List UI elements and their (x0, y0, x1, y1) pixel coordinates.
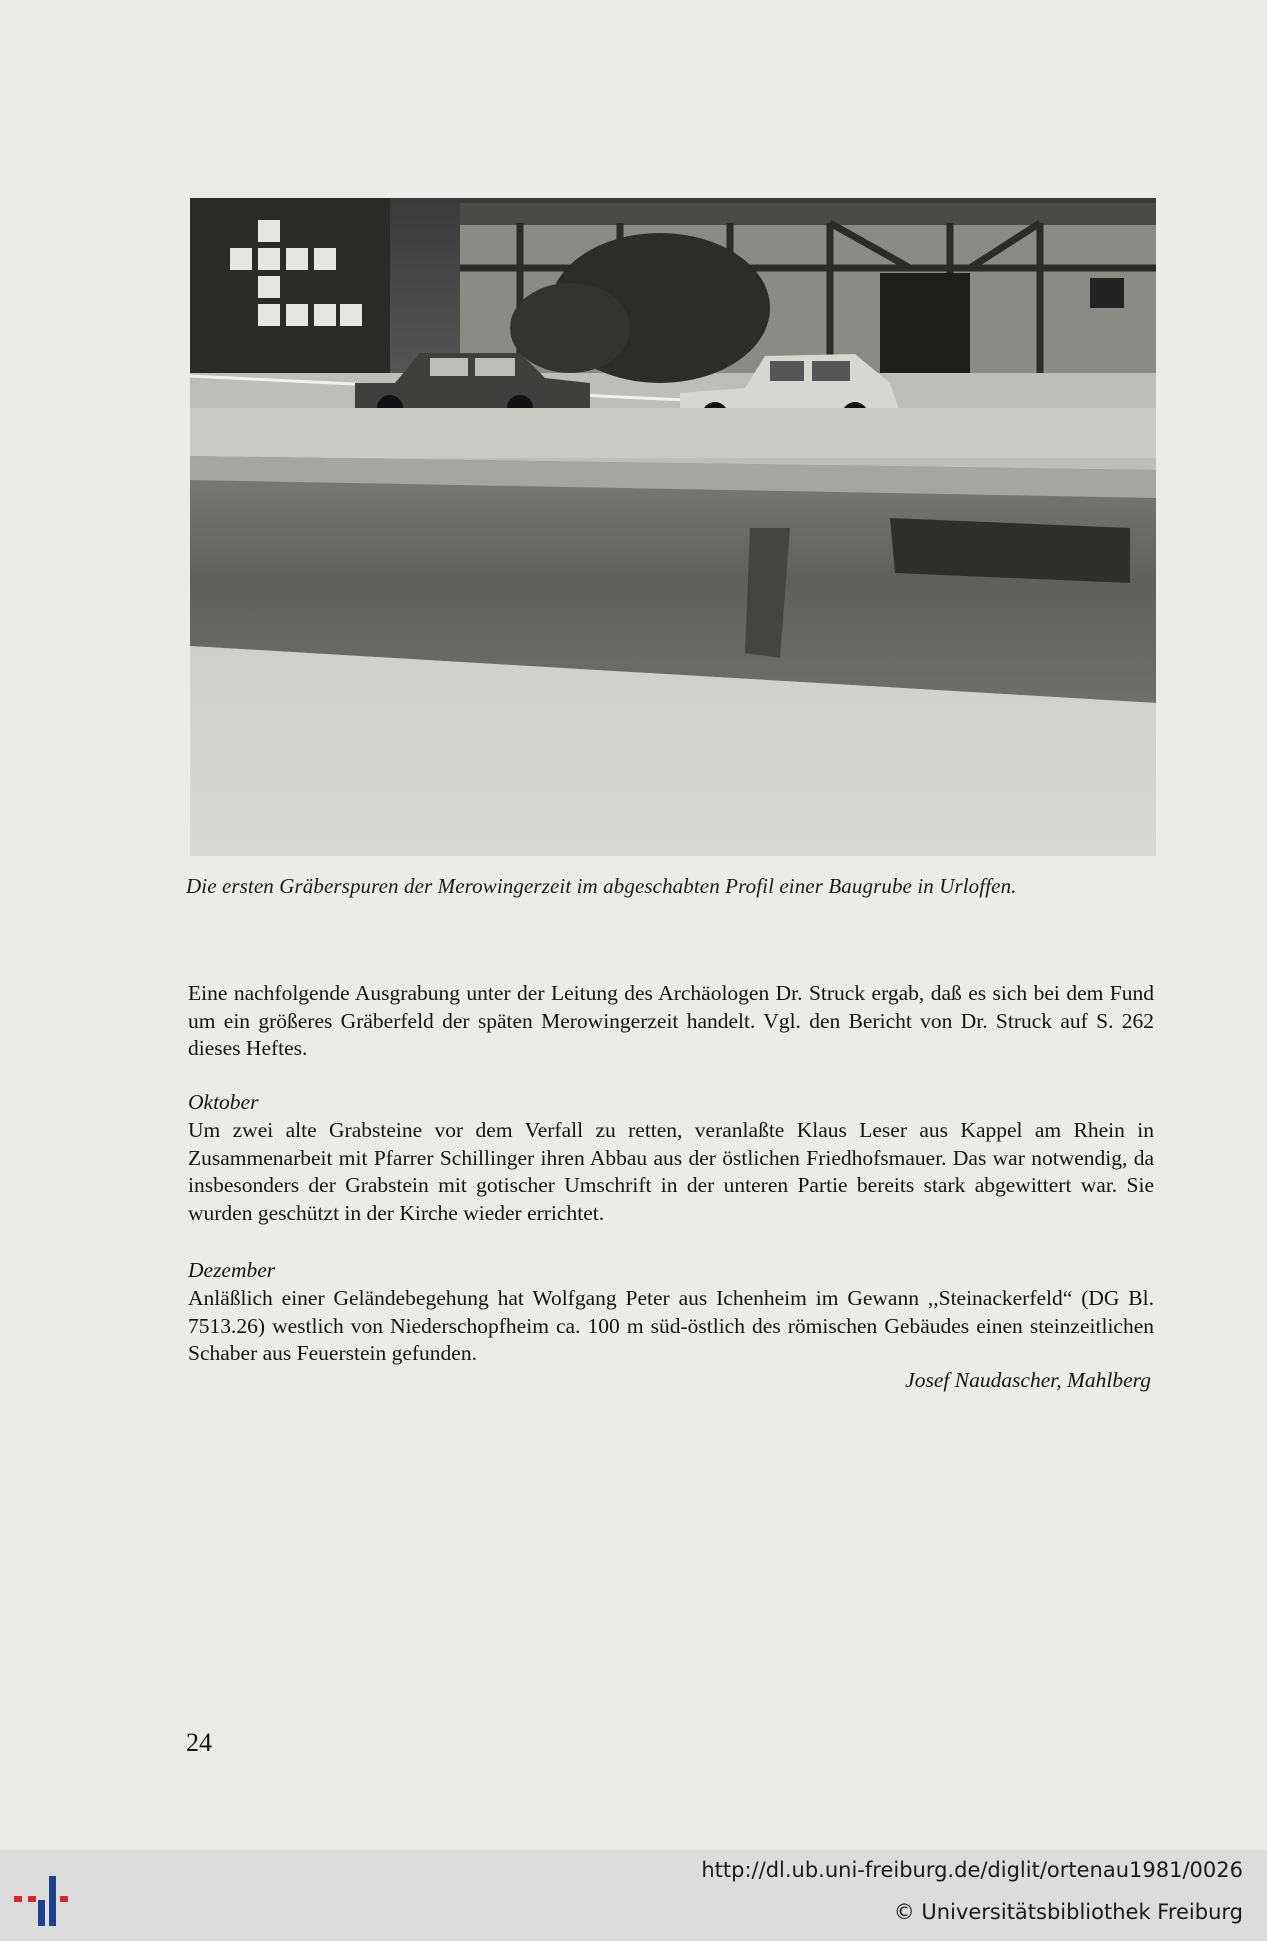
dezember-paragraph: Anläßlich einer Geländebegehung hat Wolfgang Peter aus Ichenheim im Gewann ,,Steinackerfeld“ (DG Bl. 7513.26) westlich von Niederschopfheim ca. 100 m süd-östlich des römischen Gebäudes einen steinzeitlichen Schaber aus Feuerstein gefunden. (188, 1286, 1154, 1365)
author-signature: Josef Naudascher, Mahlberg (905, 1368, 1151, 1392)
figure-caption: Die ersten Gräberspuren der Merowingerzeit im abgeschabten Profil einer Baugrube in Urloffen. (186, 874, 1017, 898)
source-url-link[interactable]: http://dl.ub.uni-freiburg.de/diglit/ortenau1981/0026 (701, 1858, 1243, 1882)
intro-paragraph: Eine nachfolgende Ausgrabung unter der Leitung des Archäologen Dr. Struck ergab, daß es sich bei dem Fund um ein größeres Gräberfeld der späten Merowingerzeit handelt. Vgl. den Bericht von Dr. Struck auf S. 262 dieses Heftes. (188, 981, 1154, 1060)
oktober-paragraph: Um zwei alte Grabsteine vor dem Verfall zu retten, veranlaßte Klaus Leser aus Kappel am Rhein in Zusammenarbeit mit Pfarrer Schillinger ihren Abbau aus der östlichen Friedhofsmauer. Das war notwendig, da insbesonders der Grabstein mit gotischer Umschrift in der unteren Partie bereits stark abgewittert war. Sie wurden geschützt in der Kirche wieder errichtet. (188, 1118, 1154, 1225)
section-heading-oktober: Oktober (188, 1090, 259, 1114)
copyright-notice: © Universitätsbibliothek Freiburg (893, 1900, 1243, 1924)
page-number: 24 (186, 1728, 212, 1757)
footer-bar (0, 1850, 1267, 1941)
library-logo-icon (14, 1876, 84, 1926)
section-heading-dezember: Dezember (188, 1258, 276, 1282)
excavation-photo (190, 198, 1156, 856)
excavation-photo-image (190, 198, 1156, 856)
